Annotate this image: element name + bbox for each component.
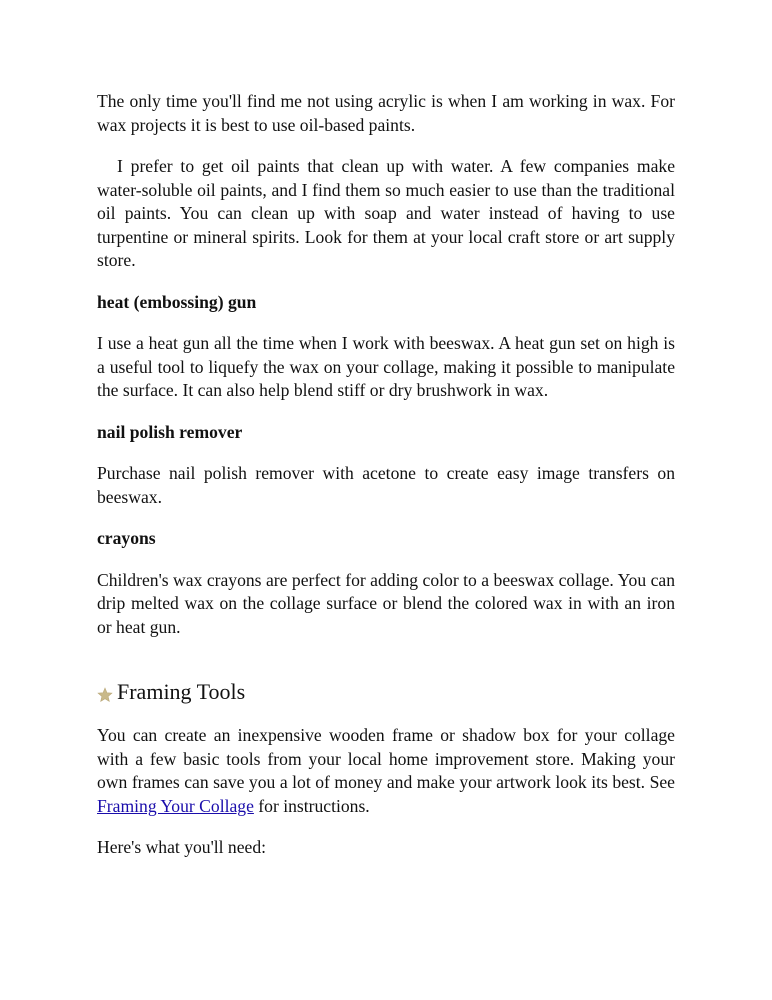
framing-text-before-link: You can create an inexpensive wooden frame or shadow box for your collage with a few basic tools from your local home improvement store. Making your own frames can save you a lot of money and make your artwork look its best. See xyxy=(97,725,675,792)
framing-your-collage-link[interactable]: Framing Your Collage xyxy=(97,795,254,816)
term-heat-gun: heat (embossing) gun xyxy=(97,291,257,312)
document-page xyxy=(97,90,675,860)
paragraph-needs-intro: Here's what you'll need: xyxy=(97,837,267,857)
term-nail-polish-remover: nail polish remover xyxy=(97,421,243,442)
paragraph-oil-paints: I prefer to get oil paints that clean up with water. A few companies make water-soluble oil paints, and I find them so much easier to use than the traditional oil paints. You can clean up with soap and water instead of having to use turpentine or mineral spirits. Look for them at your local craft store or art supply store. xyxy=(97,156,675,270)
paragraph-crayons: Children's wax crayons are perfect for adding color to a beeswax collage. You can drip melted wax on the collage surface or blend the colored wax in with an iron or heat gun. xyxy=(97,569,675,637)
paragraph-framing xyxy=(97,724,675,818)
star-icon xyxy=(97,683,113,699)
section-title: Framing Tools xyxy=(117,679,246,704)
term-crayons: crayons xyxy=(97,528,156,548)
section-heading-framing-tools xyxy=(97,679,675,705)
framing-text-after-link: for instructions. xyxy=(253,795,370,816)
paragraph-nail-polish-remover: Purchase nail polish remover with acetone to create easy image transfers on beeswax. xyxy=(97,463,675,507)
paragraph-acrylic: The only time you'll find me not using acrylic is when I am working in wax. For wax projects it is best to use oil-based paints. xyxy=(97,91,675,135)
paragraph-heat-gun: I use a heat gun all the time when I work with beeswax. A heat gun set on high is a useful tool to liquefy the wax on your collage, making it possible to manipulate the surface. It can also help blend stiff or dry brushwork in wax. xyxy=(97,333,675,400)
